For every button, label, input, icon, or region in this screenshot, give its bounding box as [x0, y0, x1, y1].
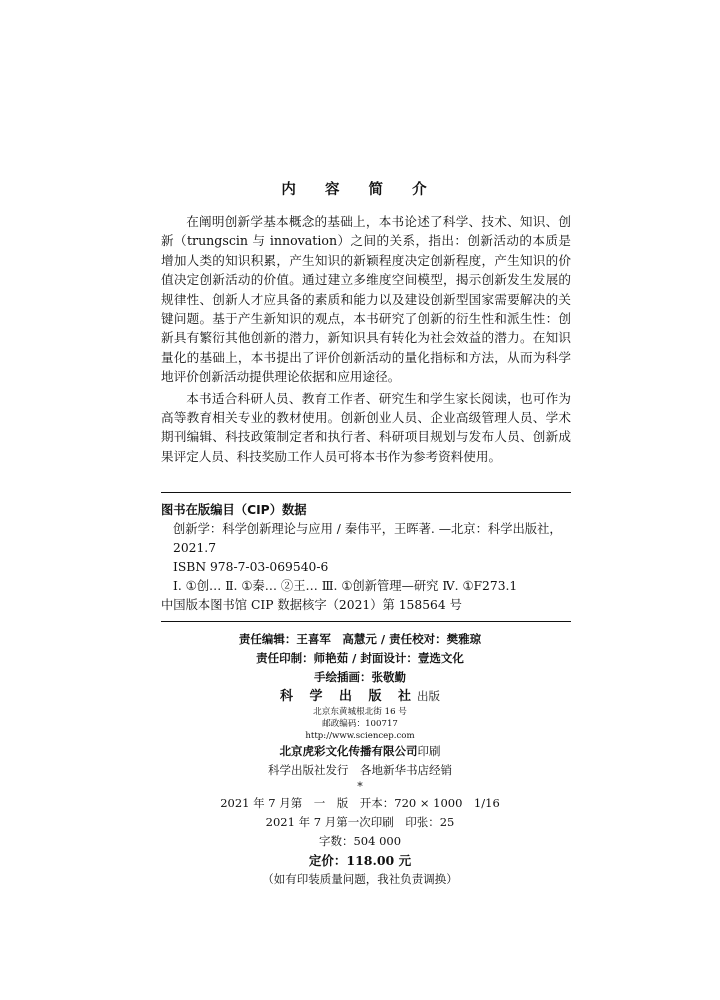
cip-isbn: ISBN 978-7-03-069540-6 — [173, 560, 329, 574]
summary-paragraph-1: 在阐明创新学基本概念的基础上，本书论述了科学、技术、知识、创新（trungscin 与 innovation）之间的关系，指出：创新活动的本质是增加人类的知识积累，产生知识的新颖程度决定创新程度，产生知识的价值决定创新活动的价值。通过建立多维度空间模型，揭示创新发生发展的规律性、创新人才应具备的素质和能力以及建设创新型国家需要解决的关键问题。基于产生新知识的观点，本书研究了创新的衍生性和派生性：创新具有繁衍其他创新的潜力，新知识具有转化为社会效益的潜力。在知识量化的基础上，本书提出了评价创新活动的量化指标和方法，从而为科学地评价创新活动提供理论依据和应用途径。 — [161, 214, 571, 385]
printing-design-line: 责任印制：师艳茹 / 封面设计：壹选文化 — [256, 651, 464, 665]
illustration-line: 手绘插画：张敬勤 — [314, 670, 406, 684]
content-summary — [161, 212, 571, 468]
editors-line: 责任编辑：王喜军 高慧元 / 责任校对：樊雅琼 — [238, 632, 482, 646]
printer-suffix: 印刷 — [417, 744, 441, 758]
cip-year-line: 2021.7 — [173, 541, 217, 555]
publisher-logo: 科 学 出 版 社 — [279, 689, 418, 704]
price-line: 定价：118.00 元 — [308, 853, 412, 868]
summary-paragraph-2: 本书适合科研人员、教育工作者、研究生和学生家长阅读，也可作为高等教育相关专业的教材使用。创新创业人员、企业高级管理人员、学术期刊编辑、科技政策制定者和执行者、科研项目规划与发布人员、创新成果评定人员、科技奖励工作人员可将本书作为参考资料使用。 — [161, 390, 571, 464]
cip-classification: Ⅰ. ①创… Ⅱ. ①秦… ②王… Ⅲ. ①创新管理—研究 Ⅳ. ①F273.1 — [173, 579, 518, 593]
wordcount-line: 字数：504 000 — [318, 834, 402, 848]
quality-notice: （如有印装质量问题，我社负责调换） — [262, 872, 458, 886]
edition-line: 2021 年 7 月第 一 版 开本：720 × 1000 1/16 — [220, 796, 500, 810]
cip-bibliographic-line: 创新学：科学创新理论与应用 / 秦伟平，王晖著. —北京：科学出版社， — [173, 522, 562, 536]
separator-star: * — [357, 780, 363, 793]
publication-credits — [0, 630, 720, 889]
page-title: 内 容 简 介 — [281, 181, 439, 198]
publisher-address: 北京东黄城根北街 16 号 — [313, 707, 407, 717]
impression-line: 2021 年 7 月第一次印刷 印张：25 — [265, 815, 455, 829]
printer-name: 北京虎彩文化传播有限公司 — [279, 744, 418, 758]
cip-data-block — [161, 492, 571, 622]
publisher-postcode: 邮政编码：100717 — [322, 719, 398, 729]
cip-heading: 图书在版编目（CIP）数据 — [161, 503, 307, 517]
publisher-website: http://www.sciencep.com — [305, 731, 415, 741]
printer-line — [0, 742, 720, 761]
distribution-line: 科学出版社发行 各地新华书店经销 — [268, 763, 452, 777]
cip-record-number: 中国版本图书馆 CIP 数据核字（2021）第 158564 号 — [161, 596, 571, 622]
publisher-line — [0, 687, 720, 706]
publisher-suffix: 出版 — [417, 689, 441, 703]
